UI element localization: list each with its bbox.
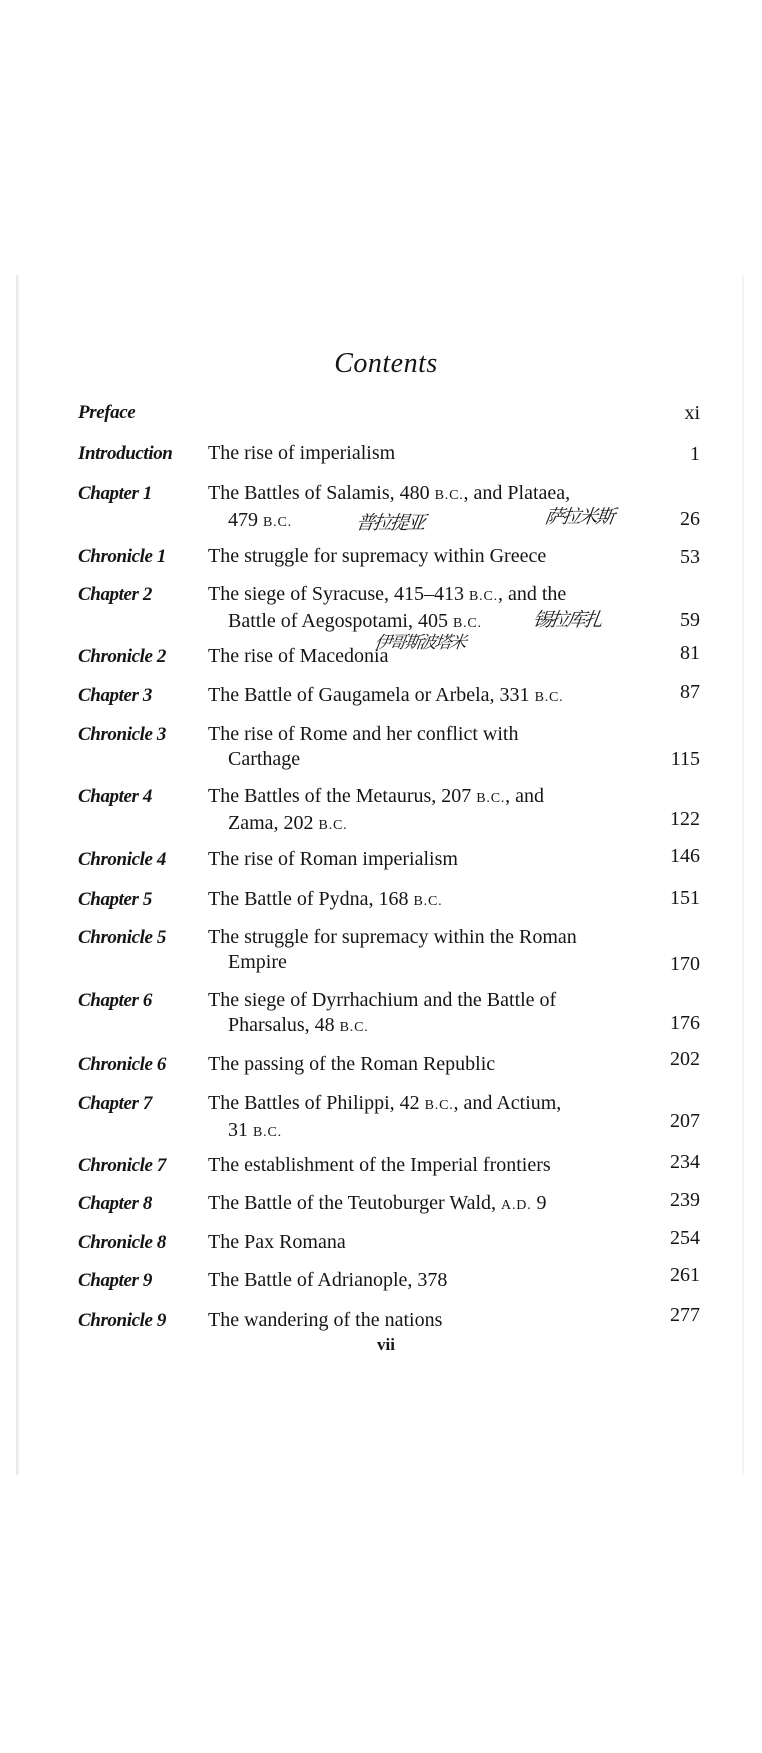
toc-entry-text: The rise of Rome and her conflict with Carthage	[208, 723, 519, 770]
toc-entry-text: The Battles of the Metaurus, 207 B.C., and Zama, 202 B.C.	[208, 785, 545, 834]
toc-label: Chapter 4	[78, 786, 152, 807]
toc-label: Chronicle 8	[78, 1232, 166, 1253]
toc-entry-text: The rise of Roman imperialism	[208, 848, 458, 870]
toc-page: 254	[670, 1227, 700, 1249]
toc-label: Chronicle 1	[78, 546, 166, 567]
toc-label: Chronicle 6	[78, 1054, 166, 1075]
toc-entry-text: The Battle of Gaugamela or Arbela, 331 B.C.	[208, 684, 564, 706]
toc-entry-text: The Battles of Salamis, 480 B.C., and Plataea, 479 B.C.	[208, 482, 571, 531]
handwritten-annotation: 普拉提亚	[354, 512, 426, 534]
toc-page: 122	[670, 808, 700, 830]
toc-page: 26	[680, 508, 700, 530]
handwritten-annotation: 伊哥斯波塔米	[373, 633, 467, 653]
toc-page: xi	[684, 402, 700, 424]
handwritten-annotation: 锡拉库扎	[531, 609, 603, 631]
page-title: Contents	[334, 348, 438, 379]
toc-label: Chronicle 2	[78, 646, 166, 667]
toc-page: 207	[670, 1110, 700, 1132]
toc-page: 176	[670, 1012, 700, 1034]
toc-page: 1	[690, 443, 700, 465]
toc-entry-text: The establishment of the Imperial frontiers	[208, 1154, 551, 1176]
toc-entry-text: The struggle for supremacy within the Roman Empire	[208, 926, 577, 973]
toc-page: 146	[670, 845, 700, 867]
toc-entry-text: The struggle for supremacy within Greece	[208, 545, 547, 567]
toc-label: Chronicle 5	[78, 927, 166, 948]
toc-label: Chapter 7	[78, 1093, 152, 1114]
toc-label: Chronicle 9	[78, 1310, 166, 1331]
toc-entry-text: The Battle of Pydna, 168 B.C.	[208, 888, 443, 910]
toc-label: Chapter 6	[78, 990, 152, 1011]
toc-page: 151	[670, 887, 700, 909]
toc-label: Chronicle 3	[78, 724, 166, 745]
toc-label: Chapter 1	[78, 483, 152, 504]
toc-page: 239	[670, 1189, 700, 1211]
toc-page: 81	[680, 642, 700, 664]
page-number: vii	[377, 1335, 395, 1354]
toc-entry-text: The Pax Romana	[208, 1231, 346, 1253]
toc-entry-text: The wandering of the nations	[208, 1309, 443, 1331]
toc-page: 170	[670, 953, 700, 975]
toc-page: 115	[670, 748, 700, 770]
toc-page: 261	[670, 1264, 700, 1286]
toc-label: Chapter 9	[78, 1270, 152, 1291]
toc-label: Chapter 8	[78, 1193, 152, 1214]
toc-page: 87	[680, 681, 700, 703]
toc-page: 53	[680, 546, 700, 568]
toc-entry-text: The Battles of Philippi, 42 B.C., and Actium, 31 B.C.	[208, 1092, 562, 1141]
toc-label: Chapter 5	[78, 889, 152, 910]
toc-label: Introduction	[78, 443, 173, 464]
toc-entry-text: The passing of the Roman Republic	[208, 1053, 496, 1075]
toc-page: 202	[670, 1048, 700, 1070]
toc-page: 234	[670, 1151, 700, 1173]
toc-label: Chronicle 4	[78, 849, 166, 870]
toc-page: 277	[670, 1304, 700, 1326]
toc-entry-text: The siege of Dyrrhachium and the Battle of Pharsalus, 48 B.C.	[208, 989, 557, 1036]
toc-label: Preface	[78, 402, 136, 423]
toc-entry-text: The siege of Syracuse, 415–413 B.C., and the Battle of Aegospotami, 405 B.C.	[208, 583, 567, 632]
toc-entry-text: The Battle of the Teutoburger Wald, A.D. 9	[208, 1192, 547, 1214]
toc-entry-text: The rise of Macedonia	[208, 645, 389, 667]
toc-label: Chronicle 7	[78, 1155, 166, 1176]
toc-label: Chapter 2	[78, 584, 152, 605]
toc-entry-text: The rise of imperialism	[208, 442, 396, 464]
toc-label: Chapter 3	[78, 685, 152, 706]
toc-page: 59	[680, 609, 700, 631]
handwritten-annotation: 萨拉米斯	[543, 506, 615, 528]
toc-entry-text: The Battle of Adrianople, 378	[208, 1269, 448, 1291]
